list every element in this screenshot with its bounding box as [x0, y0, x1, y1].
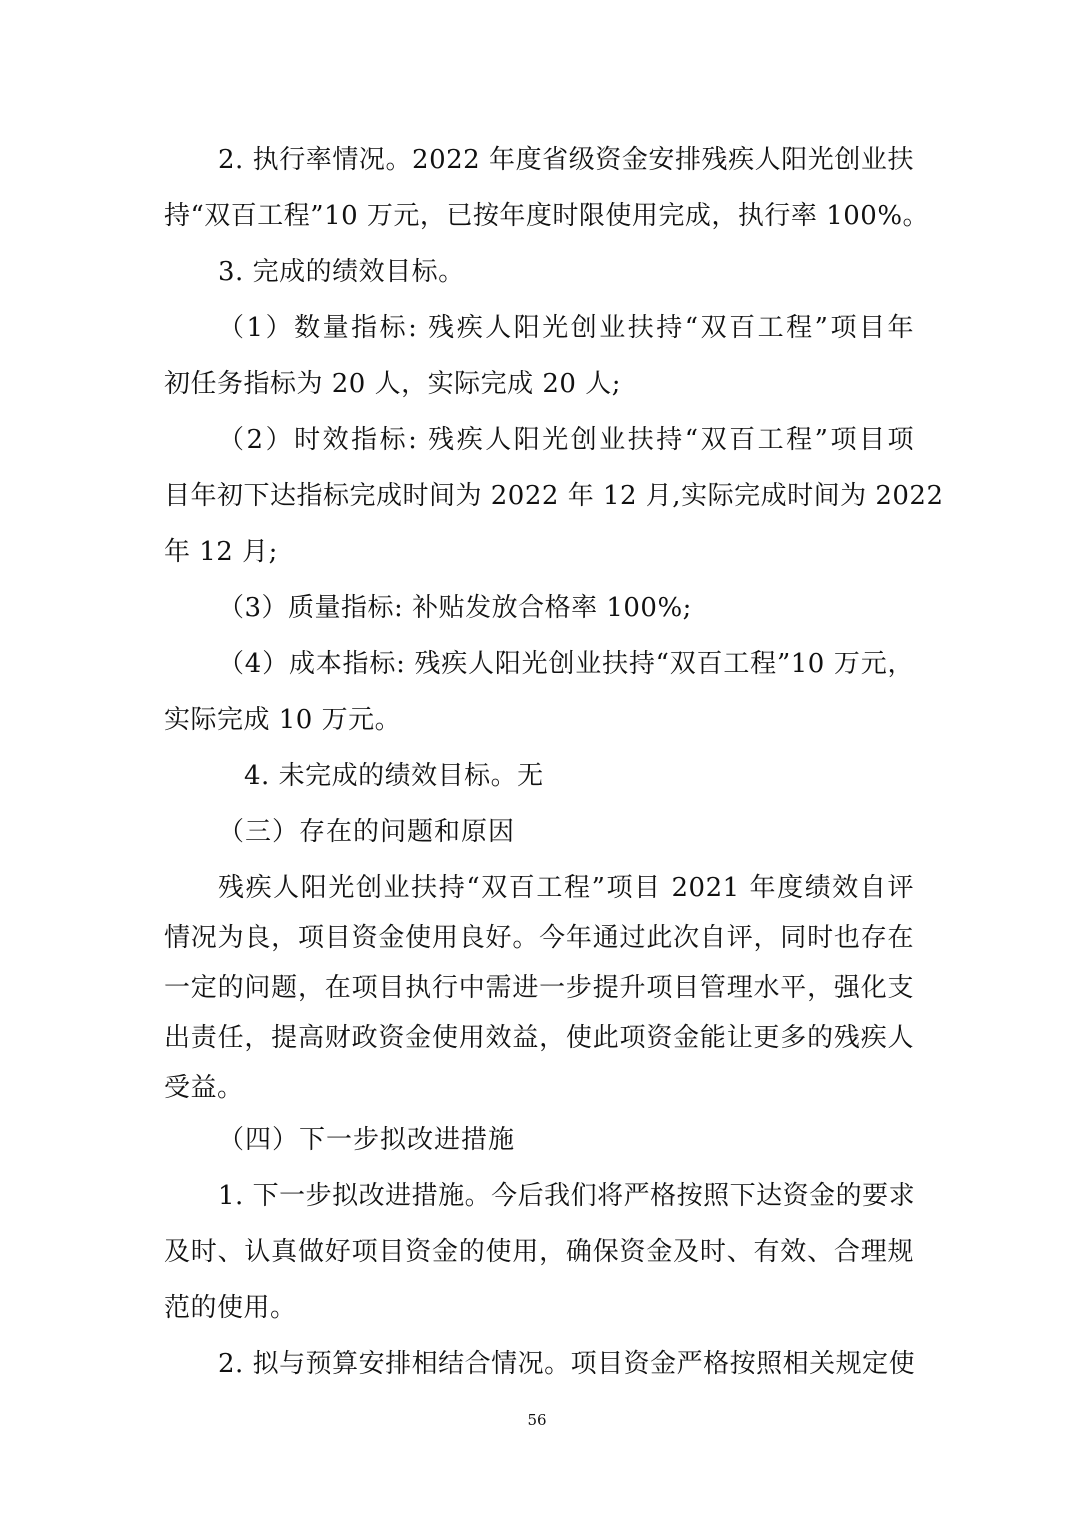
- paragraph-line: 4. 未完成的绩效目标。无: [244, 761, 544, 791]
- paragraph-line: 实际完成 10 万元。: [164, 705, 402, 735]
- paragraph-line: 初任务指标为 20 人，实际完成 20 人;: [164, 369, 621, 399]
- paragraph-line: 1. 下一步拟改进措施。今后我们将严格按照下达资金的要求: [218, 1181, 916, 1211]
- paragraph-line: （4）成本指标: 残疾人阳光创业扶持“双百工程”10 万元，: [218, 649, 914, 679]
- paragraph-line: 2. 拟与预算安排相结合情况。项目资金严格按照相关规定使: [218, 1349, 916, 1379]
- page-number: 56: [527, 1411, 547, 1429]
- paragraph-line: 情况为良，项目资金使用良好。今年通过此次自评，同时也存在: [164, 923, 914, 953]
- paragraph-line: 3. 完成的绩效目标。: [218, 257, 465, 287]
- paragraph-line: 受益。: [164, 1073, 244, 1103]
- paragraph-line: 持“双百工程”10 万元，已按年度时限使用完成，执行率 100%。: [164, 201, 930, 231]
- paragraph-line: 一定的问题，在项目执行中需进一步提升项目管理水平，强化支: [164, 973, 914, 1003]
- paragraph-line: 及时、认真做好项目资金的使用，确保资金及时、有效、合理规: [164, 1237, 914, 1267]
- section-heading: （四）下一步拟改进措施: [218, 1125, 516, 1155]
- paragraph-line: 范的使用。: [164, 1293, 297, 1323]
- paragraph-line: 出责任，提高财政资金使用效益，使此项资金能让更多的残疾人: [164, 1023, 914, 1053]
- paragraph-line: （2）时效指标: 残疾人阳光创业扶持“双百工程”项目项: [218, 425, 914, 455]
- paragraph-line: （3）质量指标: 补贴发放合格率 100%;: [218, 593, 692, 623]
- paragraph-line: 年 12 月;: [164, 537, 278, 567]
- paragraph-line: 2. 执行率情况。2022 年度省级资金安排残疾人阳光创业扶: [218, 145, 914, 175]
- paragraph-line: （1）数量指标: 残疾人阳光创业扶持“双百工程”项目年: [218, 313, 914, 343]
- paragraph-line: 残疾人阳光创业扶持“双百工程”项目 2021 年度绩效自评: [218, 873, 914, 903]
- section-heading: （三）存在的问题和原因: [218, 817, 516, 847]
- paragraph-line: 目年初下达指标完成时间为 2022 年 12 月,实际完成时间为 2022: [164, 481, 944, 511]
